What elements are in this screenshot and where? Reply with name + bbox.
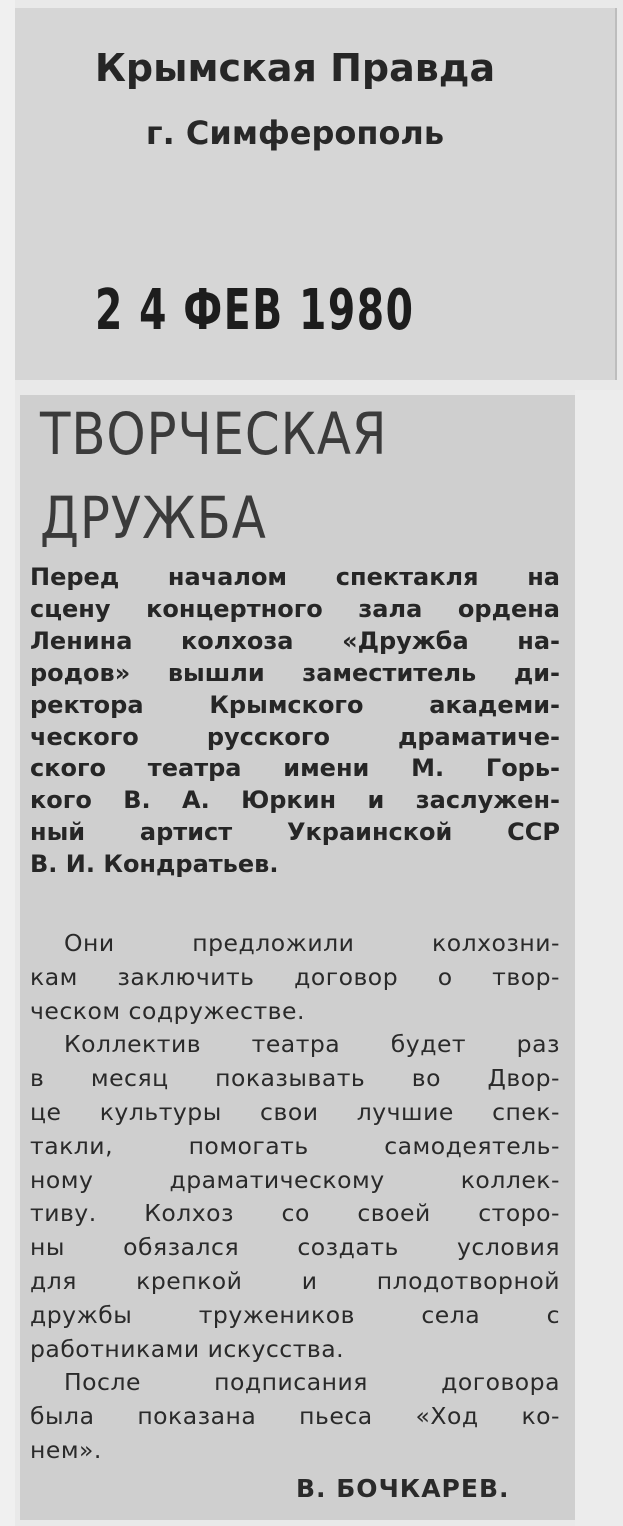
stamp-date: 2 4 ФЕВ 1980 [95,278,415,343]
body-line: Они предложили колхозни- [64,929,560,957]
headline-line: ТВОРЧЕСКАЯ [40,400,388,468]
article-author: В. БОЧКАРЕВ. [296,1474,510,1503]
body-line: тиву. Колхоз со своей сторо- [30,1199,560,1228]
newspaper-city: г. Симферополь [145,114,445,152]
headline-line: ДРУЖБА [40,484,267,552]
lead-line: ректора Крымского академи- [30,690,560,719]
newspaper-name: Крымская Правда [94,46,496,90]
body-line: такли, помогать самодеятель- [30,1131,560,1160]
lead-line: ческого русского драматиче- [30,722,560,751]
body-line: нем». [30,1435,102,1464]
article-body [30,927,560,1468]
body-line: дружбы тружеников села с [30,1300,560,1329]
body-line: ному драматическому коллек- [30,1165,560,1194]
lead-line: Перед началом спектакля на [30,563,560,591]
body-line: была показана пьеса «Ход ко- [30,1402,560,1431]
body-line: ческом содружестве. [30,996,305,1025]
body-line: це культуры свои лучшие спек- [30,1097,560,1126]
lead-line: сцену концертного зала ордена [30,594,560,623]
lead-line: ского театра имени М. Горь- [30,754,560,783]
lead-line: ный артист Украинской ССР [30,818,560,847]
lead-line: Ленина колхоза «Дружба на- [30,626,560,655]
newspaper-stamp [15,8,615,380]
body-line: ны обязался создать условия [30,1233,560,1262]
body-line: После подписания договора [64,1368,560,1397]
body-line: работниками искусства. [30,1334,345,1363]
body-line: Коллектив театра будет раз [64,1030,560,1059]
page-margin-right [575,390,623,1526]
article-headline [40,392,496,560]
article-lead [30,562,560,881]
lead-line: родов» вышли заместитель ди- [30,658,560,687]
body-line: для крепкой и плодотворной [30,1266,560,1295]
body-line: кам заключить договор о твор- [30,962,560,991]
body-line: в месяц показывать во Двор- [30,1064,560,1093]
page-margin-left [0,0,15,1526]
lead-line: В. И. Кондратьев. [30,850,279,879]
lead-line: кого В. А. Юркин и заслужен- [30,786,560,815]
